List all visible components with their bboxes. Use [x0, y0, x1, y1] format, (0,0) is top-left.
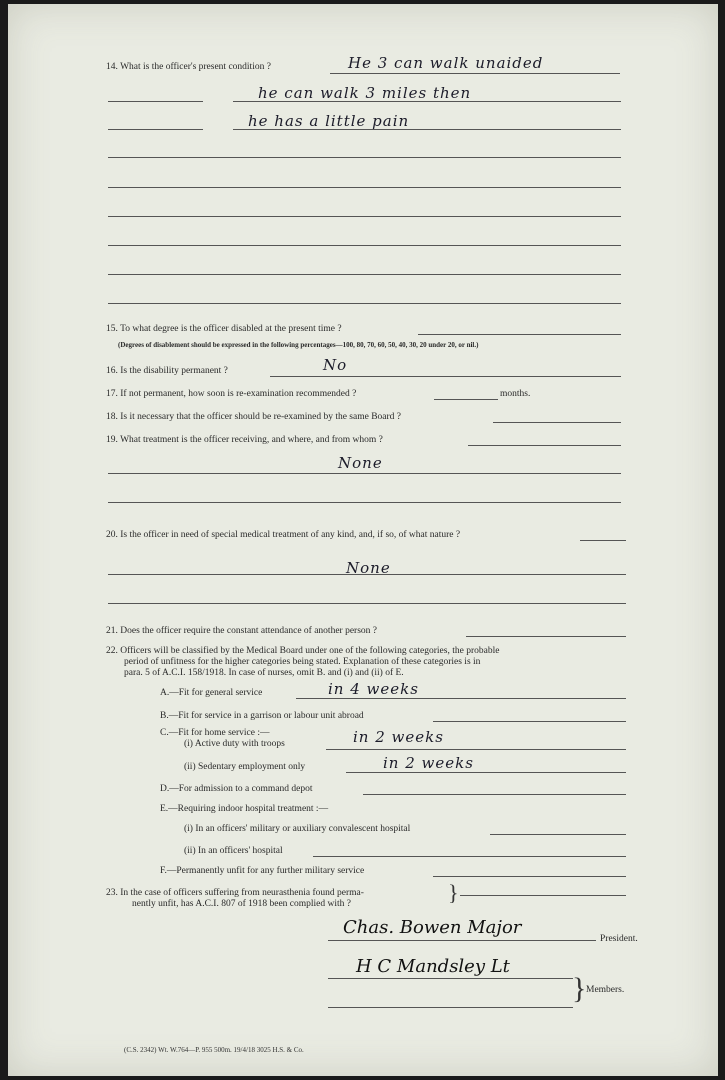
answer-line: [580, 540, 626, 541]
q16-answer: No: [323, 356, 348, 374]
q22-e-i-label: (i) In an officers' military or auxiliary convalescent hospital: [184, 824, 411, 834]
answer-line: [108, 245, 621, 246]
q22-label-line-1: 22. Officers will be classified by the Medical Board under one of the following categories, the probable: [106, 646, 500, 656]
answer-line: [346, 772, 626, 773]
answer-line: [296, 698, 626, 699]
answer-line: [108, 274, 621, 275]
footer-print-code: (C.S. 2342) Wt. W.764—P. 955 500m. 19/4/18 3025 H.S. & Co.: [124, 1046, 304, 1054]
answer-line: [363, 794, 626, 795]
answer-line: [493, 422, 621, 423]
members-label: Members.: [586, 985, 625, 995]
q19-answer: None: [338, 454, 383, 472]
q22-label-line-2: period of unfitness for the higher categories being stated. Explanation of these categories is in: [124, 657, 481, 667]
q22-c-ii-label: (ii) Sedentary employment only: [184, 762, 306, 772]
answer-line: [433, 876, 626, 877]
president-signature: Chas. Bowen Major: [343, 917, 522, 938]
answer-line: [108, 574, 626, 575]
q22-d-label: D.—For admission to a command depot: [160, 784, 313, 794]
answer-line: [108, 129, 203, 130]
q14-answer-line-1: He 3 can walk unaided: [348, 54, 544, 72]
answer-line: [108, 603, 626, 604]
q20-answer: None: [346, 559, 391, 577]
members-brace: }: [572, 972, 587, 1005]
q22-e-label: E.—Requiring indoor hospital treatment :—: [160, 804, 329, 814]
q17-suffix: months.: [500, 389, 531, 399]
q19-label: 19. What treatment is the officer receiving, and where, and from whom ?: [106, 435, 383, 445]
answer-line: [434, 399, 498, 400]
president-label: President.: [600, 934, 638, 944]
answer-line: [233, 129, 621, 130]
q14-answer-line-2: he can walk 3 miles then: [258, 84, 472, 102]
signature-line: [328, 940, 596, 941]
answer-line: [313, 856, 626, 857]
answer-line: [326, 749, 626, 750]
answer-line: [108, 473, 621, 474]
q14-answer-line-3: he has a little pain: [248, 112, 410, 130]
q22-e-ii-label: (ii) In an officers' hospital: [184, 846, 283, 856]
answer-line: [108, 303, 621, 304]
q22-b-label: B.—Fit for service in a garrison or labour unit abroad: [160, 711, 364, 721]
q17-label: 17. If not permanent, how soon is re-examination recommended ?: [106, 389, 357, 399]
q22-c-label: C.—Fit for home service :—: [160, 728, 270, 738]
answer-line: [108, 187, 621, 188]
q16-label: 16. Is the disability permanent ?: [106, 366, 228, 376]
answer-line: [108, 101, 203, 102]
answer-line: [433, 721, 626, 722]
q21-label: 21. Does the officer require the constant attendance of another person ?: [106, 626, 377, 636]
signature-line: [328, 1007, 573, 1008]
answer-line: [108, 216, 621, 217]
answer-line: [460, 895, 626, 896]
q15-note: (Degrees of disablement should be expressed in the following percentages—100, 80, 70, 60, 50, 40, 30, 20 under 20, or nil.): [118, 341, 479, 349]
answer-line: [466, 636, 626, 637]
q22-a-answer: in 4 weeks: [328, 680, 419, 698]
answer-line: [108, 157, 621, 158]
answer-line: [330, 73, 620, 74]
q14-label: 14. What is the officer's present condition ?: [106, 62, 271, 72]
q22-c-i-answer: in 2 weeks: [353, 728, 444, 746]
q22-label-line-3: para. 5 of A.C.I. 158/1918. In case of nurses, omit B. and (i) and (ii) of E.: [124, 668, 404, 678]
q22-a-label: A.—Fit for general service: [160, 688, 263, 698]
q20-label: 20. Is the officer in need of special medical treatment of any kind, and, if so, of what nature ?: [106, 530, 461, 540]
brace: }: [448, 880, 459, 905]
signature-line: [328, 978, 573, 979]
member-signature: H C Mandsley Lt: [356, 956, 510, 977]
answer-line: [418, 334, 621, 335]
q23-label-line-1: 23. In the case of officers suffering from neurasthenia found perma-: [106, 888, 364, 898]
q15-label: 15. To what degree is the officer disabled at the present time ?: [106, 324, 342, 334]
answer-line: [468, 445, 621, 446]
q22-c-ii-answer: in 2 weeks: [383, 754, 474, 772]
answer-line: [108, 502, 621, 503]
answer-line: [233, 101, 621, 102]
form-page: [8, 4, 718, 1076]
q18-label: 18. Is it necessary that the officer should be re-examined by the same Board ?: [106, 412, 402, 422]
answer-line: [270, 376, 621, 377]
q22-f-label: F.—Permanently unfit for any further military service: [160, 866, 365, 876]
answer-line: [490, 834, 626, 835]
q23-label-line-2: nently unfit, has A.C.I. 807 of 1918 been complied with ?: [132, 899, 351, 909]
q22-c-i-label: (i) Active duty with troops: [184, 739, 285, 749]
